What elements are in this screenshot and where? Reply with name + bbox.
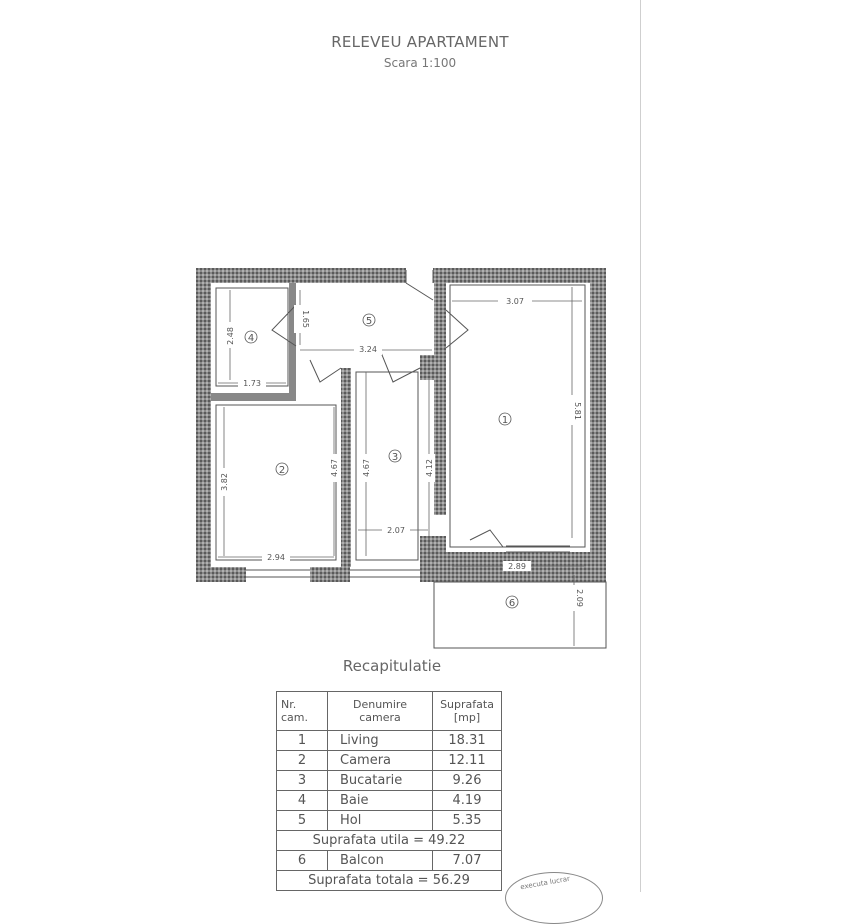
dim-hall-width: 3.24	[359, 345, 377, 354]
table-header-row	[277, 692, 502, 731]
recap-title: Recapitulatie	[342, 657, 442, 675]
dim-bath-length: 2.48	[226, 327, 235, 345]
dim-kitchen-width: 2.07	[387, 526, 405, 535]
dim-living-length: 5.81	[573, 402, 582, 420]
table-row-balcony: 6 Balcon 7.07	[277, 851, 502, 871]
dim-bedroom-depth: 4.67	[330, 459, 339, 477]
interior-walls	[211, 283, 446, 567]
room-number-balcony: 6	[508, 598, 516, 609]
dim-hall-depth: 1.65	[301, 310, 310, 328]
drawing-scale: Scara 1:100	[383, 56, 457, 70]
dim-bedroom-width: 2.94	[267, 553, 285, 562]
table-row: 5 Hol 5.35	[277, 811, 502, 831]
recap-table	[276, 691, 502, 891]
stamp-seal	[505, 872, 603, 924]
grand-total: Suprafata totala = 56.29	[277, 871, 502, 891]
header-area: Suprafata [mp]	[433, 692, 502, 731]
useful-total-row	[277, 831, 502, 851]
room-number-bedroom: 2	[278, 465, 286, 476]
dim-kitchen-length: 4.67	[362, 459, 371, 477]
table-row: 3 Bucatarie 9.26	[277, 771, 502, 791]
dim-kitchen-inner: 4.12	[425, 459, 434, 477]
drawing-title: RELEVEU APARTAMENT	[331, 33, 509, 51]
header-nr: Nr. cam.	[277, 692, 328, 731]
dim-balcony-depth: 2.09	[575, 589, 584, 607]
useful-total: Suprafata utila = 49.22	[277, 831, 502, 851]
dimension-lines	[218, 287, 584, 646]
table-row: 4 Baie 4.19	[277, 791, 502, 811]
room-number-bath: 4	[247, 333, 255, 344]
dim-bath-width: 1.73	[243, 379, 261, 388]
room-number-living: 1	[501, 415, 509, 426]
table-row: 2 Camera 12.11	[277, 751, 502, 771]
dim-bedroom-length: 3.82	[220, 473, 229, 491]
dim-living-width: 3.07	[506, 297, 524, 306]
room-number-kitchen: 3	[391, 452, 399, 463]
stamp-text: executa lucrar	[519, 874, 571, 892]
table-row: 1 Living 18.31	[277, 731, 502, 751]
grand-total-row	[277, 871, 502, 891]
dim-balcony-width: 2.89	[508, 562, 526, 571]
header-name: Denumire camera	[328, 692, 433, 731]
room-number-hall: 5	[365, 316, 373, 327]
